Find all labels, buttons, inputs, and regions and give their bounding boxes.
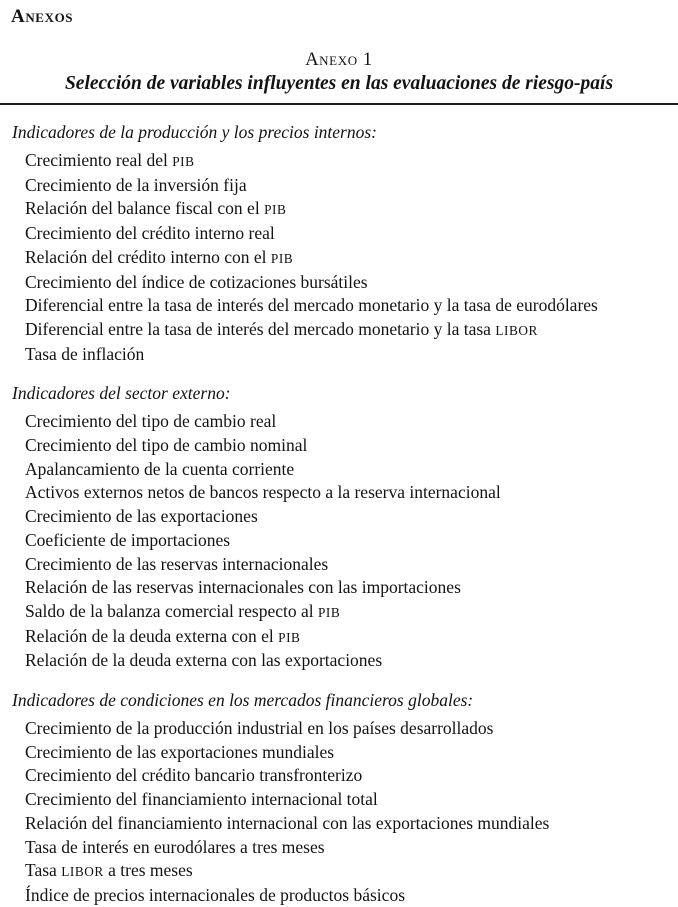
list-item: Tasa LIBOR a tres meses [25, 860, 193, 881]
indicator-list [0, 410, 678, 673]
list-item: Relación del crédito interno con el PIB [25, 246, 294, 267]
smallcaps-acronym: PIB [278, 629, 301, 645]
page-title: Anexos [11, 6, 74, 27]
list-item: Crecimiento del tipo de cambio nominal [25, 435, 308, 456]
list-item: Índice de precios internacionales de productos básicos [25, 884, 406, 905]
sections-container [0, 122, 678, 907]
list-item: Saldo de la balanza comercial respecto al PIB [25, 600, 341, 621]
list-item: Crecimiento real del PIB [25, 150, 195, 170]
list-item: Crecimiento de las exportaciones mundiales [25, 741, 335, 762]
list-item: Crecimiento de las exportaciones [25, 506, 258, 527]
list-item: Tasa de interés en eurodólares a tres meses [25, 836, 325, 857]
smallcaps-acronym: PIB [317, 604, 341, 620]
list-item: Relación de la deuda externa con el PIB [25, 625, 301, 646]
list-item: Apalancamiento de la cuenta corriente [25, 458, 295, 479]
list-item: Relación del balance fiscal con el PIB [25, 198, 287, 219]
list-item: Relación de la deuda externa con las exportaciones [25, 650, 383, 671]
list-item: Crecimiento de las reservas internacionales [25, 553, 329, 574]
section-header: Indicadores del sector externo: [12, 383, 231, 404]
list-item: Diferencial entre la tasa de interés del mercado monetario y la tasa de eurodólares [25, 295, 598, 316]
list-item: Crecimiento del crédito interno real [25, 223, 275, 244]
list-item: Crecimiento del financiamiento internacional total [25, 789, 378, 810]
section-header: Indicadores de la producción y los precios internos: [12, 122, 378, 142]
list-item: Activos externos netos de bancos respecto a la reserva internacional [25, 482, 501, 503]
section-header: Indicadores de condiciones en los mercados financieros globales: [12, 690, 474, 711]
smallcaps-acronym: PIB [264, 202, 287, 218]
smallcaps-acronym: LIBOR [495, 322, 538, 338]
list-item: Tasa de inflación [25, 343, 145, 364]
list-item: Crecimiento del crédito bancario transfronterizo [25, 765, 363, 786]
smallcaps-acronym: PIB [172, 154, 195, 169]
indicator-list [0, 149, 678, 366]
annex-title: Selección de variables influyentes en las evaluaciones de riesgo-país [64, 73, 614, 94]
list-item: Crecimiento de la inversión fija [25, 174, 247, 195]
list-item: Crecimiento de la producción industrial en los países desarrollados [25, 718, 494, 739]
list-item: Coeficiente de importaciones [25, 529, 231, 550]
annex-label: Anexo 1 [305, 50, 373, 70]
smallcaps-acronym: LIBOR [61, 864, 104, 880]
list-item: Relación del financiamiento internacional con las exportaciones mundiales [25, 812, 550, 833]
indicator-list [0, 717, 678, 907]
list-item: Crecimiento del tipo de cambio real [25, 411, 277, 432]
list-item: Diferencial entre la tasa de interés del mercado monetario y la tasa LIBOR [25, 318, 538, 339]
list-item: Relación de las reservas internacionales con las importaciones [25, 577, 461, 598]
smallcaps-acronym: PIB [270, 250, 294, 266]
top-rule [0, 103, 678, 105]
list-item: Crecimiento del índice de cotizaciones bursátiles [25, 271, 368, 292]
